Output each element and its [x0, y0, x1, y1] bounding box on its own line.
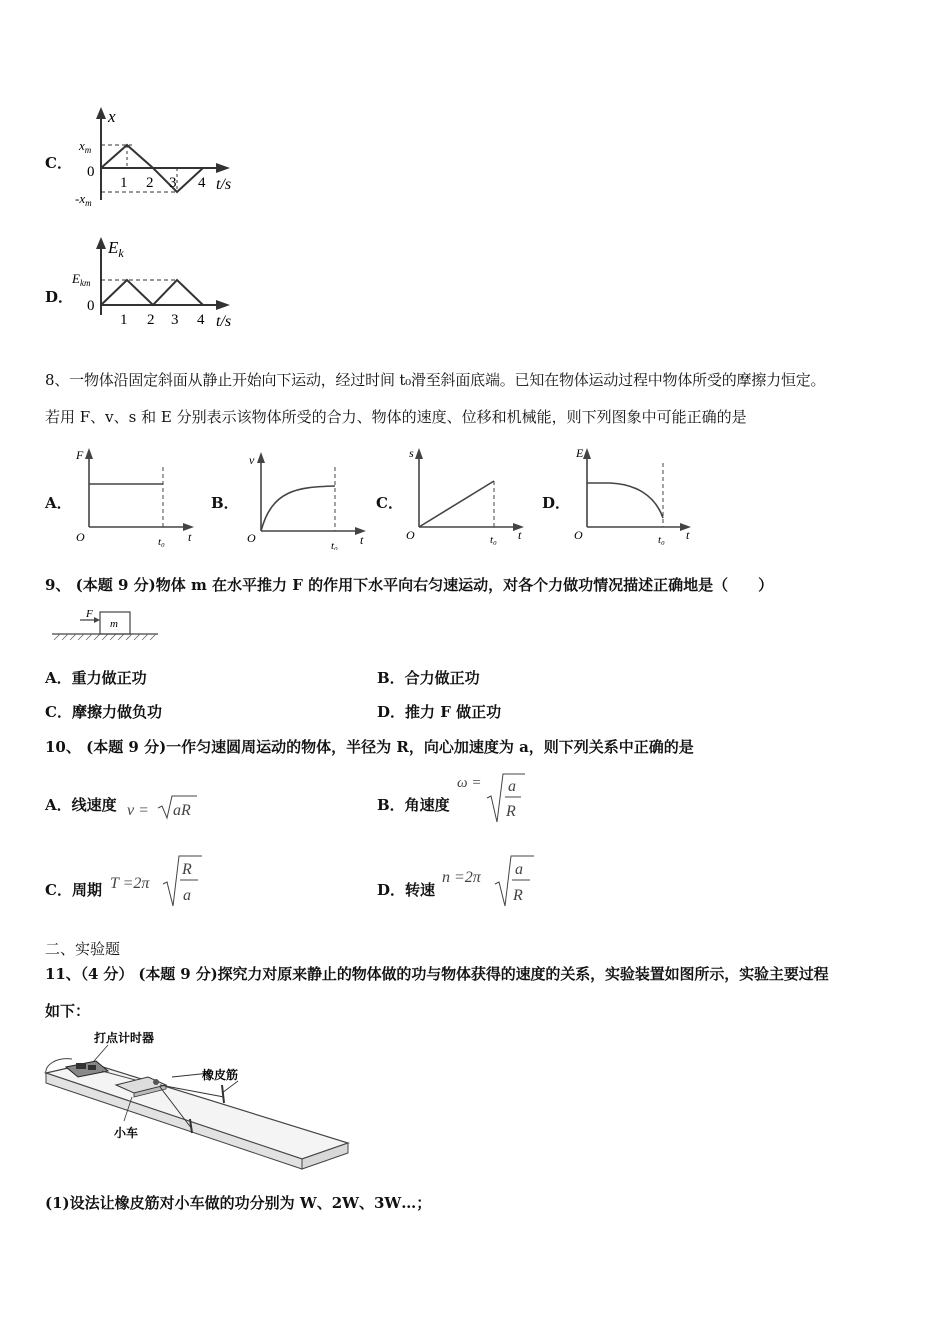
q8-option-c-label: C．	[376, 494, 403, 512]
q7d-tick-1: 1	[120, 312, 128, 328]
section-title: 二、实验题	[45, 940, 121, 958]
q8c-t0: t₀	[490, 534, 497, 546]
q8-stem-line2: 若用 F、v、s 和 E 分别表示该物体所受的合力、物体的速度、位移和机械能，则下列图象中可能正确的是	[45, 408, 747, 426]
q8-graph-a	[70, 445, 205, 550]
q7-graph-d	[70, 235, 245, 335]
q11-apparatus-figure	[42, 1025, 362, 1175]
q7-option-d-label: D．	[45, 288, 74, 306]
q7d-x-axis-label: t/s	[216, 313, 232, 330]
q10-option-a-formula	[125, 790, 200, 822]
q7c-y-axis-label: x	[108, 107, 116, 126]
q8b-t: t	[360, 533, 364, 547]
q8-graph-d	[570, 443, 705, 548]
q9-fig-f: F	[86, 608, 93, 620]
q10b-den: R	[506, 803, 516, 820]
q8c-origin: O	[406, 528, 415, 542]
q11-stem-line1: 11、（4 分） (本题 9 分)探究力对原来静止的物体做的功与物体获得的速度的关系，实验装置如图所示，实验主要过程	[45, 965, 829, 983]
q8a-t0: t₀	[158, 536, 165, 548]
q7c-tick-3: 3	[169, 175, 177, 191]
q7d-ymax-label: $E_{km}$	[72, 271, 91, 288]
q7d-tick-3: 3	[171, 312, 179, 328]
q8a-axis-label: F	[76, 448, 84, 462]
q10c-num: R	[182, 861, 192, 878]
q7c-x-axis-label: t/s	[216, 176, 232, 193]
q10a-lhs: v =	[127, 802, 149, 819]
q10-option-b-label: B．角速度	[377, 796, 450, 814]
q11-label-timer: 打点计时器	[94, 1031, 155, 1045]
q10-option-a-label: A．线速度	[45, 796, 117, 814]
q7c-ymin-label: $-x_m$	[75, 191, 92, 208]
q7c-origin-label: 0	[87, 164, 95, 180]
q9-figure	[52, 606, 162, 646]
q10c-den: a	[183, 887, 191, 904]
q10-option-d-label: D．转速	[377, 881, 436, 899]
q8-option-d-label: D．	[542, 494, 571, 512]
q7d-origin-label: 0	[87, 298, 95, 314]
q8-graph-b	[242, 445, 377, 550]
q10d-lhs: n =2π	[442, 869, 481, 886]
q9-stem: 9、 (本题 9 分)物体 m 在水平推力 F 的作用下水平向右匀速运动，对各个力做功情况描述正确地是（ ）	[45, 576, 774, 594]
q7c-tick-4: 4	[198, 175, 206, 191]
q11-label-band: 橡皮筋	[202, 1068, 239, 1082]
q7c-ymax-label: $x_m$	[79, 138, 92, 155]
q10-stem: 10、 (本题 9 分)一作匀速圆周运动的物体，半径为 R，向心加速度为 a，则下列关系中正确的是	[45, 738, 694, 756]
q8a-t: t	[188, 530, 192, 544]
q10c-lhs: T =2π	[110, 875, 150, 892]
q7-graph-c	[70, 105, 245, 210]
q7-option-c-label: C．	[45, 154, 72, 172]
q8d-t: t	[686, 528, 690, 542]
q10-option-c-label: C．周期	[45, 881, 102, 899]
q9-option-a: A．重力做正功	[45, 669, 147, 687]
q8b-t0: t₀	[331, 540, 338, 550]
q8-stem-line1: 8、一物体沿固定斜面从静止开始向下运动，经过时间 t₀滑至斜面底端。已知在物体运动过程中物体所受的摩擦力恒定。	[45, 371, 826, 389]
q10b-lhs: ω =	[457, 775, 482, 791]
q10b-num: a	[508, 778, 516, 795]
q8b-origin: O	[247, 531, 256, 545]
q8d-origin: O	[574, 528, 583, 542]
q9-option-b: B．合力做正功	[377, 669, 480, 687]
q10d-den: R	[513, 887, 523, 904]
q8c-t: t	[518, 528, 522, 542]
q9-option-c: C．摩擦力做负功	[45, 703, 162, 721]
q9-fig-m: m	[110, 618, 118, 630]
q7c-tick-1: 1	[120, 175, 128, 191]
q10d-num: a	[515, 861, 523, 878]
q8-graph-c	[400, 443, 535, 548]
q11-stem-line2: 如下：	[45, 1002, 91, 1020]
q9-option-d: D．推力 F 做正功	[377, 703, 502, 721]
q7d-tick-2: 2	[147, 312, 155, 328]
q8a-origin: O	[76, 530, 85, 544]
q8-option-b-label: B．	[211, 494, 239, 512]
q11-step1: (1)设法让橡皮筋对小车做的功分别为 W、2W、3W…；	[45, 1194, 432, 1212]
q10a-radicand: aR	[173, 802, 191, 819]
q7d-tick-4: 4	[197, 312, 205, 328]
q8d-axis-label: E	[576, 446, 584, 460]
q8b-axis-label: v	[249, 453, 255, 467]
q8-option-a-label: A．	[45, 494, 72, 512]
q8c-axis-label: s	[409, 446, 414, 460]
q10-option-b-formula	[455, 770, 530, 825]
q7d-y-axis-label: $E_k$	[108, 238, 124, 260]
q7c-tick-2: 2	[146, 175, 154, 191]
q10-option-c-formula	[108, 852, 203, 907]
q11-label-cart: 小车	[114, 1126, 139, 1140]
q10-option-d-formula	[440, 852, 535, 907]
q8d-t0: t₀	[658, 534, 665, 546]
